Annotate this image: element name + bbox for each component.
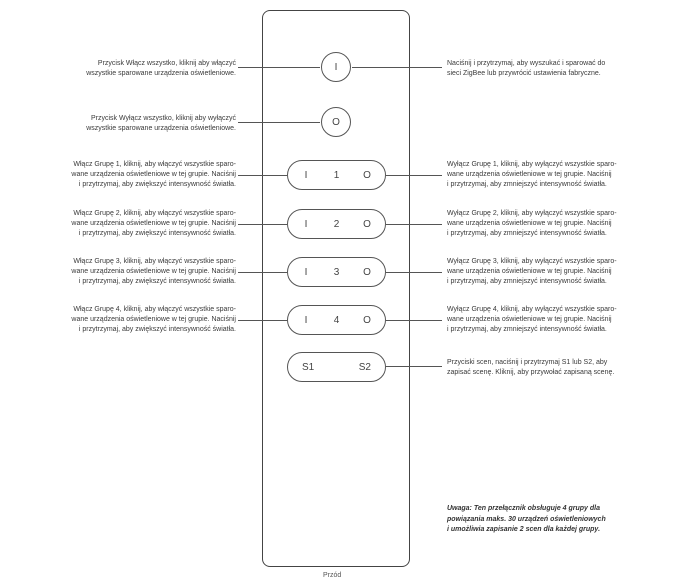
power-off-icon: O [332,116,340,128]
connector-line [386,320,442,321]
scene-2-label: S2 [358,361,371,373]
all-on-button[interactable] [321,52,351,82]
group-3-number: 3 [333,266,340,278]
group-3-button[interactable] [287,257,386,287]
connector-line [386,224,442,225]
scenes-description: Przyciski scen, naciśnij i przytrzymaj S1 lub S2, aby zapisać scenę. Kliknij, aby przywołać zapisaną scenę. [447,359,615,377]
all-on-description: Przycisk Włącz wszystko, kliknij aby włączyć wszystkie sparowane urządzenia oświetleniowe. [86,60,236,78]
group-2-on-icon: I [304,218,308,230]
group-4-on-icon: I [304,314,308,326]
connector-line [386,272,442,273]
front-view-caption: Przód [323,572,342,579]
connector-line [238,67,320,68]
connector-line [238,320,287,321]
connector-line [238,122,320,123]
power-on-icon: I [334,61,338,73]
group-2-off-description: Wyłącz Grupę 2, kliknij, aby wyłączyć wszystkie sparo- wane urządzenia oświetleniowe w tej grupie. Naciśnij i przytrzymaj, aby zmniejszyć intensywność światła. [447,210,617,238]
connector-line [238,224,287,225]
connector-line [238,272,287,273]
group-2-button[interactable] [287,209,386,239]
group-4-number: 4 [333,314,340,326]
usage-note: Uwaga: Ten przełącznik obsługuje 4 grupy dla powiązania maks. 30 urządzeń oświetleniowych i umożliwia zapisanie 2 scen dla każdej grupy. [447,505,606,533]
connector-line [386,366,442,367]
connector-line [352,67,442,68]
group-3-off-icon: O [363,266,371,278]
group-1-on-description: Włącz Grupę 1, kliknij, aby włączyć wszystkie sparo- wane urządzenia oświetleniowe w tej grupie. Naciśnij i przytrzymaj, aby zwiększyć intensywność światła. [71,161,236,189]
pair-description: Naciśnij i przytrzymaj, aby wyszukać i sparować do sieci ZigBee lub przywrócić ustawienia fabryczne. [447,60,606,78]
group-2-off-icon: O [363,218,371,230]
connector-line [386,175,442,176]
scene-1-label: S1 [302,361,315,373]
group-3-off-description: Wyłącz Grupę 3, kliknij, aby wyłączyć wszystkie sparo- wane urządzenia oświetleniowe w tej grupie. Naciśnij i przytrzymaj, aby zmniejszyć intensywność światła. [447,258,617,286]
all-off-button[interactable] [321,107,351,137]
scene-button[interactable] [287,352,386,382]
group-2-number: 2 [333,218,340,230]
group-1-number: 1 [333,169,340,181]
group-3-on-icon: I [304,266,308,278]
group-4-off-icon: O [363,314,371,326]
group-1-on-icon: I [304,169,308,181]
group-1-button[interactable] [287,160,386,190]
connector-line [238,175,287,176]
group-4-on-description: Włącz Grupę 4, kliknij, aby włączyć wszystkie sparo- wane urządzenia oświetleniowe w tej grupie. Naciśnij i przytrzymaj, aby zwiększyć intensywność światła. [71,306,236,334]
group-1-off-description: Wyłącz Grupę 1, kliknij, aby wyłączyć wszystkie sparo- wane urządzenia oświetleniowe w tej grupie. Naciśnij i przytrzymaj, aby zmniejszyć intensywność światła. [447,161,617,189]
remote-body [262,10,410,567]
group-1-off-icon: O [363,169,371,181]
group-2-on-description: Włącz Grupę 2, kliknij, aby włączyć wszystkie sparo- wane urządzenia oświetleniowe w tej grupie. Naciśnij i przytrzymaj, aby zwiększyć intensywność światła. [71,210,236,238]
group-3-on-description: Włącz Grupę 3, kliknij, aby włączyć wszystkie sparo- wane urządzenia oświetleniowe w tej grupie. Naciśnij i przytrzymaj, aby zwiększyć intensywność światła. [71,258,236,286]
group-4-off-description: Wyłącz Grupę 4, kliknij, aby wyłączyć wszystkie sparo- wane urządzenia oświetleniowe w tej grupie. Naciśnij i przytrzymaj, aby zmniejszyć intensywność światła. [447,306,617,334]
group-4-button[interactable] [287,305,386,335]
all-off-description: Przycisk Wyłącz wszystko, kliknij aby wyłączyć wszystkie sparowane urządzenia oświetleniowe. [86,115,236,133]
